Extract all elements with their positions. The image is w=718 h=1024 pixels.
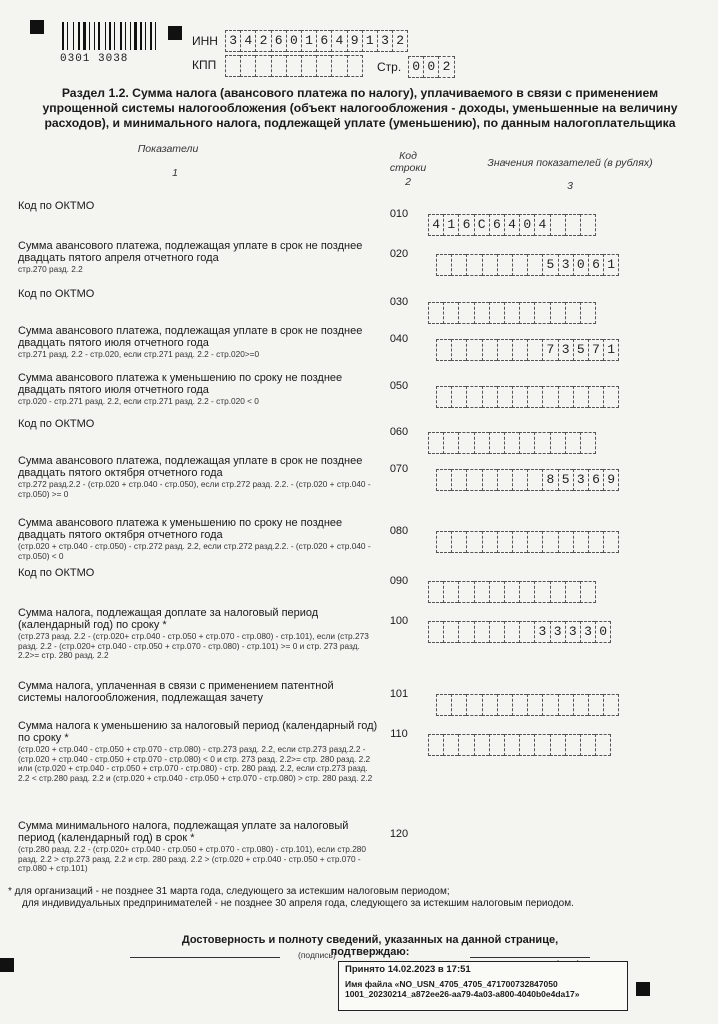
digit-cell[interactable] [458,302,473,324]
row-020-code: 020 [389,248,409,260]
digit-cell[interactable] [428,432,443,454]
digit-cell[interactable]: 3 [573,469,588,491]
row-050-value-field[interactable] [436,386,619,408]
row-040-code: 040 [389,333,409,345]
digit-cell[interactable] [603,531,619,553]
page-cell[interactable]: 2 [438,56,454,78]
digit-cell[interactable] [497,386,512,408]
digit-cell[interactable] [588,386,603,408]
digit-cell[interactable] [573,531,588,553]
digit-cell[interactable] [443,581,458,603]
inn-field[interactable] [225,30,408,52]
row-title: Сумма авансового платежа к уменьшению по сроку не позднее двадцать пятого июля отчетного года [18,372,343,396]
row-010-value-field[interactable] [428,214,596,236]
footnote-entrepreneurs: для индивидуальных предпринимателей - не позднее 30 апреля года, следующего за истекшим налоговым периодом. [22,898,574,909]
page-cell[interactable]: 0 [408,56,423,78]
digit-cell[interactable] [558,694,573,716]
digit-cell[interactable] [497,694,512,716]
digit-cell[interactable]: 6 [458,214,473,236]
inn-cell[interactable]: 2 [255,30,270,52]
row-title: Сумма налога, подлежащая доплате за налоговый период (календарный год) по сроку * [18,607,319,631]
row-090-value-field[interactable] [428,581,596,603]
column-3-title: Значения показателей (в рублях) [487,157,653,169]
digit-cell[interactable] [519,734,534,756]
digit-cell[interactable] [504,432,519,454]
digit-cell[interactable] [580,302,596,324]
digit-cell[interactable] [466,531,481,553]
kpp-label: КПП [192,58,217,72]
row-090-code: 090 [389,575,409,587]
row-title: Код по ОКТМО [18,200,95,212]
row-120-code: 120 [389,828,409,840]
digit-cell[interactable] [504,302,519,324]
digit-cell[interactable] [527,694,542,716]
digit-cell[interactable] [595,734,611,756]
digit-cell[interactable] [534,581,549,603]
row-title: Код по ОКТМО [18,418,95,430]
digit-cell[interactable]: 1 [603,339,619,361]
inn-cell[interactable]: 6 [316,30,331,52]
digit-cell[interactable] [443,432,458,454]
digit-cell[interactable] [436,694,451,716]
digit-cell[interactable] [428,302,443,324]
digit-cell[interactable] [451,339,466,361]
row-title: Сумма авансового платежа к уменьшению по сроку не позднее двадцать пятого октября отчетного года [18,517,343,541]
row-title: Сумма авансового платежа, подлежащая уплате в срок не позднее двадцать пятого апреля отчетного года [18,240,363,264]
row-101-label [18,680,378,704]
row-080-label [18,517,378,561]
row-030-code: 030 [389,296,409,308]
digit-cell[interactable]: 4 [504,214,519,236]
inn-cell[interactable]: 3 [377,30,392,52]
digit-cell[interactable] [527,339,542,361]
digit-cell[interactable] [428,621,443,643]
registration-marker-bottom-left [0,958,14,972]
row-060-code: 060 [389,426,409,438]
digit-cell[interactable]: 3 [558,339,573,361]
digit-cell[interactable] [580,214,596,236]
inn-cell[interactable]: 3 [225,30,240,52]
digit-cell[interactable] [451,386,466,408]
confirmation-statement: Достоверность и полноту сведений, указанных на данной странице, подтверждаю: [181,934,559,958]
digit-cell[interactable] [565,432,580,454]
digit-cell[interactable]: 1 [603,254,619,276]
row-080-value-field[interactable] [436,531,619,553]
digit-cell[interactable] [565,302,580,324]
digit-cell[interactable] [466,469,481,491]
digit-cell[interactable]: 4 [428,214,443,236]
file-name-block [345,979,621,999]
receipt-stamp [338,961,628,1011]
row-title: Код по ОКТМО [18,567,95,579]
digit-cell[interactable]: 8 [542,469,557,491]
digit-cell[interactable] [580,432,596,454]
digit-cell[interactable] [436,531,451,553]
digit-cell[interactable] [573,694,588,716]
digit-cell[interactable] [497,254,512,276]
digit-cell[interactable] [474,581,489,603]
row-formula: (стр.280 разд. 2.2 - (стр.020+ стр.040 - стр.050 + стр.070 - стр.080) - стр.101), если стр.280 разд. 2.2 > стр.273 разд. 2.2 и стр. 280 разд. 2.2 > (стр.020 + стр.040 - стр.050 + стр.070 - стр.080 + стр.101) [18,844,367,873]
digit-cell[interactable] [482,531,497,553]
row-020-value-field[interactable] [436,254,619,276]
row-050-label [18,372,378,407]
row-100-code: 100 [389,615,409,627]
column-3-number: 3 [567,180,573,192]
row-070-label [18,455,378,499]
digit-cell[interactable] [512,531,527,553]
digit-cell[interactable] [428,581,443,603]
row-050-code: 050 [389,380,409,392]
digit-cell[interactable] [542,386,557,408]
digit-cell[interactable] [504,581,519,603]
section-title: Раздел 1.2. Сумма налога (авансового платежа по налогу), уплачиваемого в связи с применением упрощенной системы налогообложения (объект налогообложения - доходы, уменьшенные на величину расходов), и минимального налога, подлежащей уплате (уменьшению), по данным налогоплательщика [42,86,678,130]
digit-cell[interactable] [466,254,481,276]
digit-cell[interactable]: 6 [489,214,504,236]
digit-cell[interactable] [565,581,580,603]
row-title: Код по ОКТМО [18,288,95,300]
kpp-cell[interactable] [255,55,270,77]
column-2-number: 2 [405,176,411,188]
digit-cell[interactable]: 3 [565,621,580,643]
row-title: Сумма авансового платежа, подлежащая уплате в срок не позднее двадцать пятого октября отчетного года [18,455,363,479]
digit-cell[interactable] [482,254,497,276]
digit-cell[interactable] [527,386,542,408]
row-title: Сумма авансового платежа, подлежащая уплате в срок не позднее двадцать пятого июля отчетного года [18,325,363,349]
registration-marker-bottom-right [636,982,650,996]
digit-cell[interactable]: 7 [542,339,557,361]
digit-cell[interactable] [512,469,527,491]
digit-cell[interactable] [451,469,466,491]
signature-line[interactable] [130,957,280,958]
kpp-cell[interactable] [301,55,316,77]
digit-cell[interactable] [489,302,504,324]
barcode-number: 0301 3038 [60,53,129,65]
page-cell[interactable]: 0 [423,56,438,78]
digit-cell[interactable] [550,302,565,324]
row-formula: стр.270 разд. 2.2 [18,264,83,274]
digit-cell[interactable] [603,386,619,408]
digit-cell[interactable]: 5 [558,469,573,491]
digit-cell[interactable] [474,432,489,454]
digit-cell[interactable] [474,734,489,756]
kpp-cell[interactable] [331,55,346,77]
inn-label: ИНН [192,34,218,48]
digit-cell[interactable] [451,694,466,716]
digit-cell[interactable] [497,339,512,361]
kpp-cell[interactable] [347,55,363,77]
digit-cell[interactable] [466,694,481,716]
digit-cell[interactable] [428,734,443,756]
digit-cell[interactable] [466,339,481,361]
digit-cell[interactable] [436,339,451,361]
registration-marker-top-right [168,26,182,40]
row-100-value-field[interactable] [428,621,611,643]
row-040-label [18,325,378,360]
row-110-label [18,720,378,783]
digit-cell[interactable] [474,302,489,324]
digit-cell[interactable] [519,621,534,643]
kpp-cell[interactable] [240,55,255,77]
digit-cell[interactable] [512,254,527,276]
digit-cell[interactable] [504,621,519,643]
digit-cell[interactable] [573,386,588,408]
inn-cell[interactable]: 2 [392,30,408,52]
digit-cell[interactable]: 6 [588,254,603,276]
digit-cell[interactable] [550,432,565,454]
digit-cell[interactable] [527,531,542,553]
digit-cell[interactable] [489,581,504,603]
digit-cell[interactable]: 1 [443,214,458,236]
digit-cell[interactable] [580,734,595,756]
row-title: Сумма налога, уплаченная в связи с применением патентной системы налогообложения, подлежащая зачету [18,680,334,704]
digit-cell[interactable]: 0 [573,254,588,276]
digit-cell[interactable] [458,432,473,454]
digit-cell[interactable] [558,531,573,553]
row-101-code: 101 [389,688,409,700]
row-010-label [18,200,378,212]
row-formula: стр.272 разд.2.2 - (стр.020 + стр.040 - стр.050), если стр.272 разд. 2.2. - (стр.020 + стр.040 - стр.050) >= 0 [18,479,371,499]
digit-cell[interactable]: 5 [542,254,557,276]
digit-cell[interactable]: 3 [580,621,595,643]
digit-cell[interactable] [588,694,603,716]
footnote [8,886,698,910]
digit-cell[interactable] [482,339,497,361]
inn-cell[interactable]: 9 [347,30,362,52]
page-label: Стр. [377,60,402,74]
digit-cell[interactable] [527,254,542,276]
digit-cell[interactable] [436,254,451,276]
row-030-value-field[interactable] [428,302,596,324]
digit-cell[interactable]: 5 [573,339,588,361]
row-060-value-field[interactable] [428,432,596,454]
digit-cell[interactable] [482,386,497,408]
row-formula: стр.020 - стр.271 разд. 2.2, если стр.271 разд. 2.2 - стр.020 < 0 [18,396,259,406]
row-110-value-field[interactable] [428,734,611,756]
digit-cell[interactable] [482,694,497,716]
file-name-value: «NO_USN_4705_4705_471700732847050 1001_20230214_a872ee26-aa79-4a03-a800-4040b0e4da17» [345,979,580,999]
kpp-cell[interactable] [286,55,301,77]
digit-cell[interactable] [443,302,458,324]
column-2-title: Код строки [389,150,427,174]
digit-cell[interactable] [474,621,489,643]
inn-cell[interactable]: 6 [271,30,286,52]
inn-cell[interactable]: 1 [362,30,377,52]
barcode-image [62,22,170,50]
digit-cell[interactable] [489,621,504,643]
digit-cell[interactable] [451,531,466,553]
row-formula: (стр.020 + стр.040 - стр.050) - стр.272 разд. 2.2, если стр.272 разд.2.2. - (стр.020 + стр.040 - стр.050) < 0 [18,541,371,561]
digit-cell[interactable] [534,734,549,756]
digit-cell[interactable]: 6 [588,469,603,491]
digit-cell[interactable] [451,254,466,276]
kpp-field[interactable] [225,55,363,77]
digit-cell[interactable]: 0 [519,214,534,236]
digit-cell[interactable] [436,386,451,408]
digit-cell[interactable] [489,734,504,756]
row-040-value-field[interactable] [436,339,619,361]
digit-cell[interactable] [550,734,565,756]
kpp-cell[interactable] [271,55,286,77]
digit-cell[interactable]: 3 [550,621,565,643]
inn-cell[interactable]: 4 [331,30,346,52]
digit-cell[interactable] [436,469,451,491]
digit-cell[interactable]: С [474,214,489,236]
row-070-value-field[interactable] [436,469,619,491]
digit-cell[interactable]: 7 [588,339,603,361]
digit-cell[interactable] [550,581,565,603]
digit-cell[interactable] [519,432,534,454]
row-080-code: 080 [389,525,409,537]
digit-cell[interactable]: 3 [558,254,573,276]
digit-cell[interactable] [512,339,527,361]
digit-cell[interactable]: 4 [534,214,549,236]
row-030-label [18,288,378,300]
digit-cell[interactable] [497,469,512,491]
digit-cell[interactable] [565,734,580,756]
row-120-label [18,820,378,874]
digit-cell[interactable] [558,386,573,408]
inn-cell[interactable]: 4 [240,30,255,52]
footnote-organizations: * для организаций - не позднее 31 марта года, следующего за истекшим налоговым периодом; [8,886,450,897]
digit-cell[interactable] [458,581,473,603]
digit-cell[interactable] [534,302,549,324]
column-1-title: Показатели [137,143,199,155]
digit-cell[interactable] [512,386,527,408]
row-101-value-field[interactable] [436,694,619,716]
digit-cell[interactable] [512,694,527,716]
receipt-date: Принято 14.02.2023 в 17:51 [345,964,471,975]
page-number-field[interactable] [408,56,455,78]
digit-cell[interactable] [519,581,534,603]
column-1-number: 1 [172,167,178,179]
row-title: Сумма налога к уменьшению за налоговый период (календарный год) по сроку * [18,720,378,744]
inn-cell[interactable]: 1 [301,30,316,52]
row-formula: (стр.273 разд. 2.2 - (стр.020+ стр.040 - стр.050 + стр.070 - стр.080) - стр.101), если (стр.273 разд. 2.2 - (стр.020+ стр.040 - стр.050 + стр.070 - стр.080) - стр.101) >= 0 и стр. 273 разд. 2.2>= стр. 280 разд. 2.2 [18,631,369,660]
digit-cell[interactable] [482,469,497,491]
row-060-label [18,418,378,430]
kpp-cell[interactable] [316,55,331,77]
digit-cell[interactable]: 3 [534,621,549,643]
digit-cell[interactable] [603,694,619,716]
digit-cell[interactable] [527,469,542,491]
digit-cell[interactable] [458,621,473,643]
registration-marker-top-left [30,20,44,34]
digit-cell[interactable] [519,302,534,324]
inn-cell[interactable]: 0 [286,30,301,52]
digit-cell[interactable] [588,531,603,553]
digit-cell[interactable] [443,734,458,756]
row-070-code: 070 [389,463,409,475]
digit-cell[interactable] [542,694,557,716]
row-090-label [18,567,378,579]
row-100-label [18,607,378,661]
row-010-code: 010 [389,208,409,220]
signature-caption: (подпись) [298,950,336,960]
row-title: Сумма минимального налога, подлежащая уплате за налоговый период (календарный год) в срок * [18,820,349,844]
digit-cell[interactable] [565,214,580,236]
digit-cell[interactable] [542,531,557,553]
digit-cell[interactable] [497,531,512,553]
digit-cell[interactable] [504,734,519,756]
row-020-label [18,240,378,275]
digit-cell[interactable] [550,214,565,236]
digit-cell[interactable]: 9 [603,469,619,491]
row-formula: стр.271 разд. 2.2 - стр.020, если стр.271 разд. 2.2 - стр.020>=0 [18,349,260,359]
file-name-label: Имя файла [345,979,393,989]
row-110-code: 110 [390,728,408,740]
digit-cell[interactable] [580,581,596,603]
row-formula: (стр.020 + стр.040 - стр.050 + стр.070 - стр.080) - стр.273 разд. 2.2, если стр.273 разд.2.2 - (стр.020 + стр.040 - стр.050 + стр.070 - стр.080) < 0 и стр. 273 разд. 2.2>= стр. 280 разд. 2.2 или (стр.020 + стр.040 - стр.050 + стр.070 - стр.080) - стр. 280 разд. 2.2, если стр.273 разд. 2.2 < стр.280 разд. 2.2 и (стр.020 + стр.040 - стр.050 + стр.070 - стр.080) > стр. 280 разд. 2.2 [18,744,373,783]
digit-cell[interactable] [534,432,549,454]
digit-cell[interactable] [458,734,473,756]
digit-cell[interactable] [489,432,504,454]
digit-cell[interactable]: 0 [595,621,611,643]
kpp-cell[interactable] [225,55,240,77]
digit-cell[interactable] [466,386,481,408]
digit-cell[interactable] [443,621,458,643]
